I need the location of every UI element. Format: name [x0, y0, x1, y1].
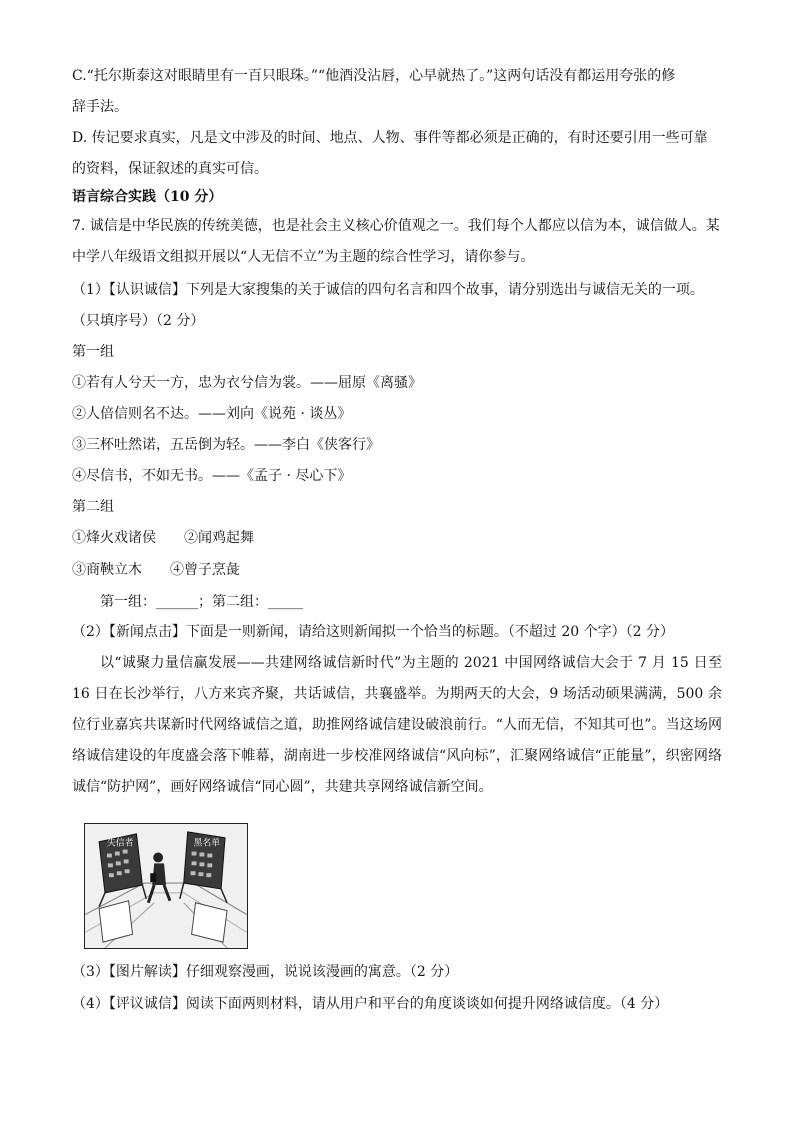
group1-item: ④尽信书，不如无书。——《孟子 · 尽心下》 — [72, 468, 352, 484]
q7-sub1-line1: （1）【认识诚信】下列是大家搜集的关于诚信的四句名言和四个故事，请分别选出与诚信无关的一项。 — [72, 282, 704, 298]
q7-sub3: （3）【图片解读】仔细观察漫画，说说该漫画的寓意。（2 分） — [72, 964, 459, 980]
group1-item: ③三杯吐然诺，五岳倒为轻。——李白《侠客行》 — [72, 437, 380, 453]
news-text: 以“诚聚力量信赢发展——共建网络诚信新时代”为主题的 2021 中国网络诚信大会于 7 月 15 日至 16 日在长沙举行，八方来宾齐聚，共话诚信，共襄盛举。为期两天的大会，9 场活动硕果满满，500 余位行业嘉宾共谋新时代网络诚信之道，助推网络诚信建设破浪前行。“人而无信，不知其可也”。当这场网络诚信建设的年度盛会落下帷幕，湖南进一步校准网络诚信“风向标”，汇聚网络诚信“正能量”，织密网络诚信“防护网”，画好网络诚信“同心圆”，共建共享网络诚信新空间。 — [72, 655, 722, 795]
q7-sub2: （2）【新闻点击】下面是一则新闻，请给这则新闻拟一个恰当的标题。（不超过 20 个字）（2 分） — [72, 624, 674, 640]
option-d-line1: D. 传记要求真实，凡是文中涉及的时间、地点、人物、事件等都必须是正确的，有时还要引用一些可靠 — [72, 130, 708, 146]
sign-left-label: 失信者 — [106, 838, 134, 849]
group2-row: ③商鞅立木 ④曾子烹彘 — [72, 562, 240, 578]
group2-row: ①烽火戏诸侯 ②闻鸡起舞 — [72, 530, 254, 546]
sign-right-label: 黑名单 — [193, 838, 221, 849]
news-paragraph — [72, 648, 722, 803]
section-heading: 语言综合实践（10 分） — [72, 189, 223, 205]
q7-sub4: （4）【评议诚信】阅读下面两则材料，请从用户和平台的角度谈谈如何提升网络诚信度。（4 分） — [72, 996, 669, 1012]
cartoon-illustration — [85, 824, 247, 948]
option-c-line1: C.“托尔斯泰这对眼睛里有一百只眼珠。”“他酒没沾唇，心早就热了。”这两句话没有都运用夸张的修 — [72, 68, 676, 84]
group1-item: ②人倍信则名不达。——刘向《说苑 · 谈丛》 — [72, 406, 352, 422]
cartoon-image — [84, 823, 248, 949]
group2-title: 第二组 — [72, 499, 114, 515]
answer-blanks: 第一组：______；第二组：_____ — [100, 594, 303, 610]
group1-title: 第一组 — [72, 344, 114, 360]
q7-sub1-line2: （只填序号）（2 分） — [72, 313, 205, 329]
white-panel-left — [99, 901, 132, 942]
q7-intro-line1: 7. 诚信是中华民族的传统美德，也是社会主义核心价值观之一。我们每个人都应以信为本，诚信做人。某 — [72, 218, 720, 234]
option-c-line2: 辞手法。 — [72, 99, 128, 115]
option-d-line2: 的资料，保证叙述的真实可信。 — [72, 161, 268, 177]
q7-intro-line2: 中学八年级语文组拟开展以“人无信不立”为主题的综合性学习，请你参与。 — [72, 249, 535, 265]
group1-item: ①若有人兮天一方，忠为衣兮信为裳。——屈原《离骚》 — [72, 375, 422, 391]
